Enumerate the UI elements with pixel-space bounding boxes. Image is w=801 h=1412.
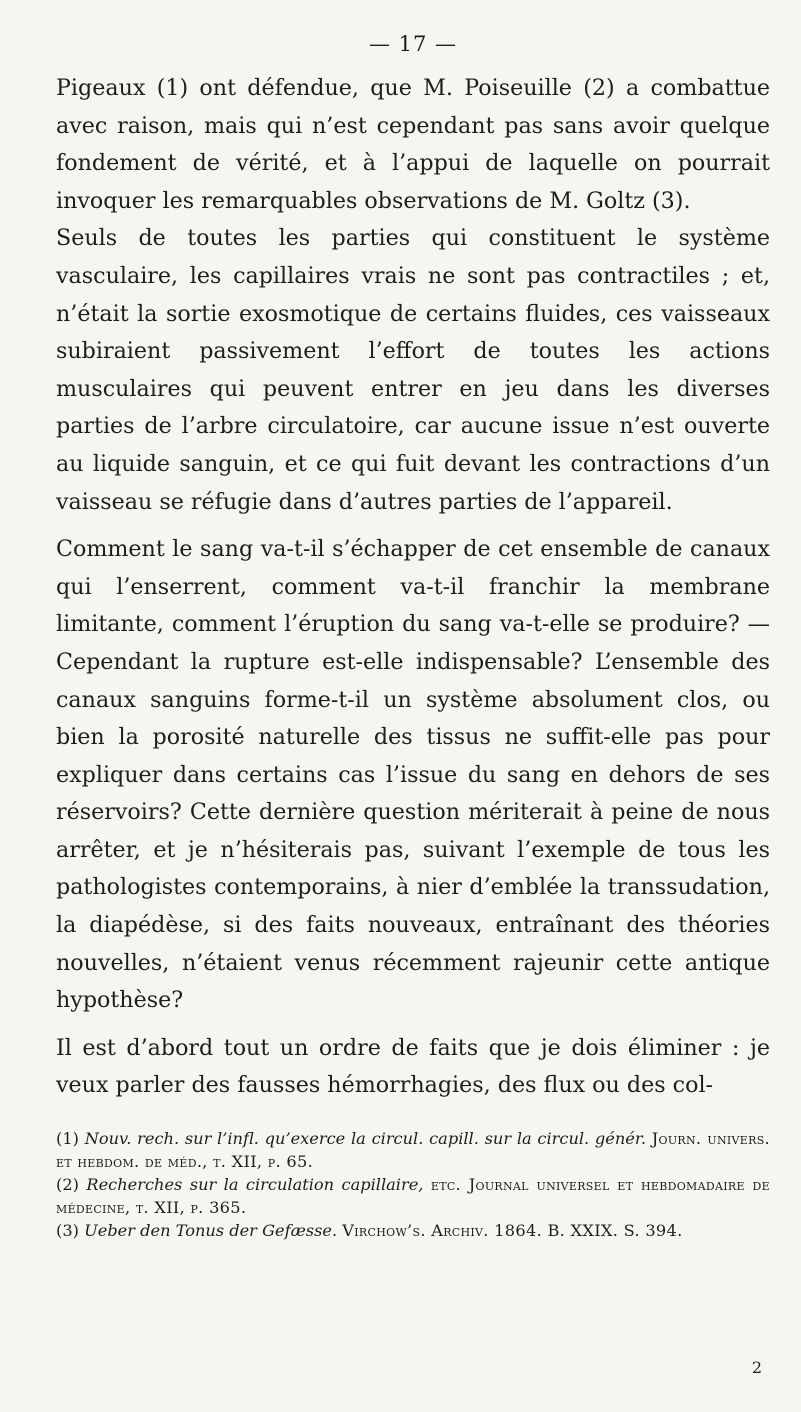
footnote-number: (1) xyxy=(56,1129,79,1149)
footnote-title: Ueber den Tonus der Gefæsse. xyxy=(84,1221,338,1241)
footnote-title: Nouv. rech. sur l’infl. qu’exerce la circul. capill. sur la circul. génér. xyxy=(84,1129,646,1149)
footnote-source: Virchow’s. Archiv. 1864. B. XXIX. S. 394. xyxy=(342,1221,683,1241)
paragraph-4: Il est d’abord tout un ordre de faits que je dois éliminer : je veux parler des fausses hémorrhagies, des flux ou des col- xyxy=(56,1034,770,1099)
footnote-2 xyxy=(56,1173,770,1219)
signature-mark: 2 xyxy=(751,1358,762,1377)
paragraph-1: Pigeaux (1) ont défendue, que M. Poiseuille (2) a combattue avec raison, mais qui n’est cependant pas sans avoir quelque fondement de vérité, et à l’appui de laquelle on pourrait invoquer les remarquables observations de M. Goltz (3). xyxy=(56,75,770,214)
footnotes xyxy=(56,1127,770,1242)
footnote-1 xyxy=(56,1127,770,1173)
paragraph-2: Seuls de toutes les parties qui constituent le système vasculaire, les capillaires vrais ne sont pas contractiles ; et, n’était la sortie exosmotique de certains fluides, ces vaisseaux subiraient passivement l’effort de toutes les actions musculaires qui peuvent entrer en jeu dans les diverses parties de l’arbre circulatoire, car aucune issue n’est ouverte au liquide sanguin, et ce qui fuit devant les contractions d’un vaisseau se réfugie dans d’autres parties de l’appareil. xyxy=(56,225,770,515)
footnote-source: etc. Journal universel et hebdomadaire de médecine, t. XII, p. 365. xyxy=(56,1175,770,1218)
footnote-source: Journ. univers. et hebdom. de méd., t. XII, p. 65. xyxy=(56,1129,770,1172)
paragraph-3: Comment le sang va-t-il s’échapper de cet ensemble de canaux qui l’enserrent, comment va-t-il franchir la membrane limitante, comment l’éruption du sang va-t-elle se produire? — Cependant la rupture est-elle indispensable? L’ensemble des canaux sanguins forme-t-il un système absolument clos, ou bien la porosité naturelle des tissus ne suffit-elle pas pour expliquer dans certains cas l’issue du sang en dehors de ses réservoirs? Cette dernière question mériterait à peine de nous arrêter, et je n’hésiterais pas, suivant l’exemple de tous les pathologistes contemporains, à nier d’emblée la transsudation, la diapédèse, si des faits nouveaux, entraînant des théories nouvelles, n’étaient venus récemment rajeunir cette antique hypothèse? xyxy=(56,536,770,1014)
page-number: — 17 — xyxy=(368,32,458,56)
footnote-title: Recherches sur la circulation capillaire, xyxy=(86,1175,424,1195)
main-text xyxy=(56,70,770,1105)
footnote-number: (2) xyxy=(56,1175,79,1195)
footnote-number: (3) xyxy=(56,1221,79,1241)
book-page xyxy=(56,30,770,1390)
footnote-3 xyxy=(56,1219,770,1242)
